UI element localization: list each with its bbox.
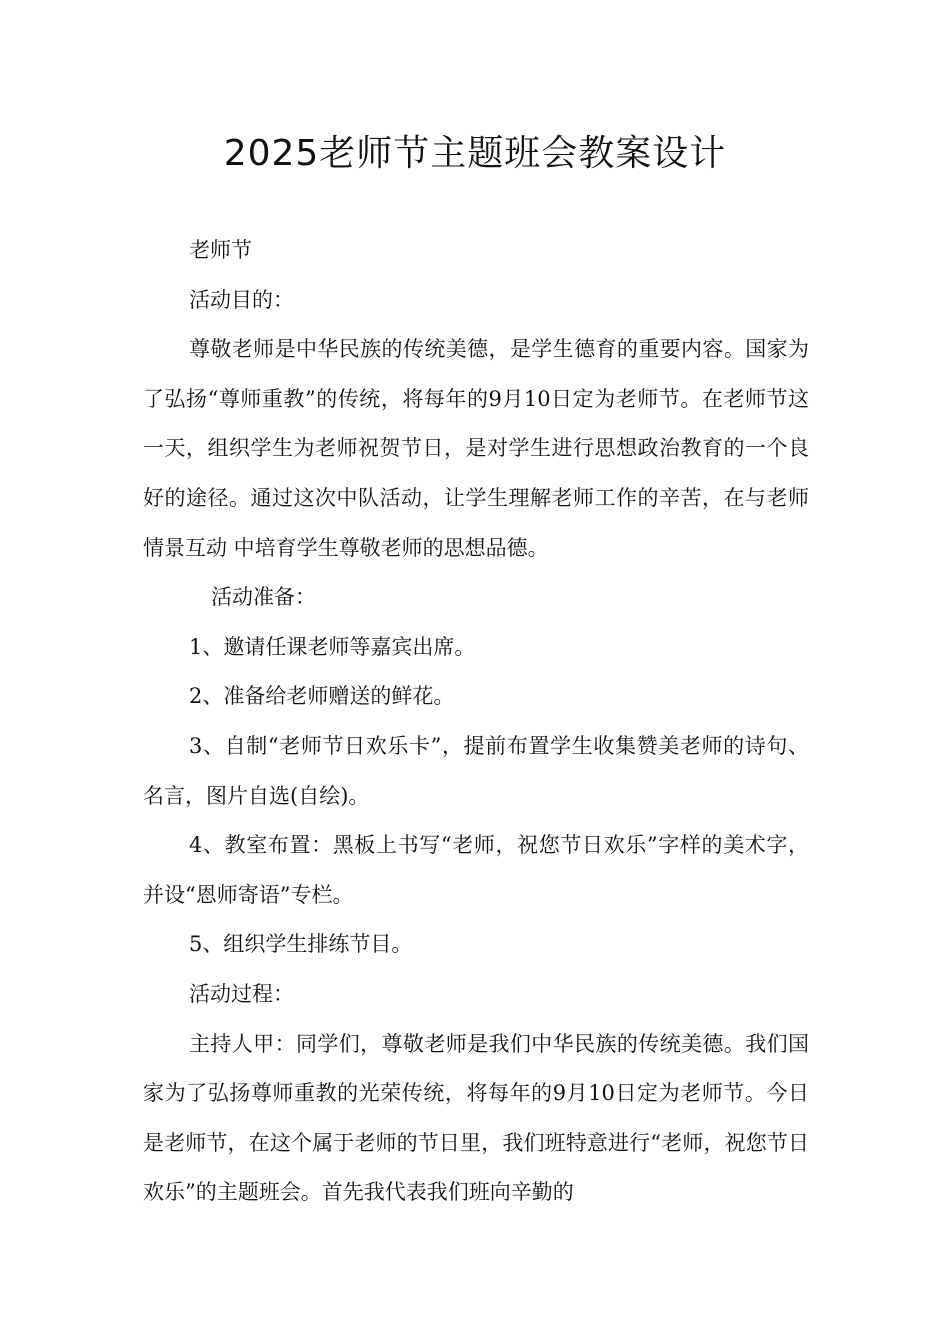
paragraph-preparation-item-2: 2、准备给老师赠送的鲜花。 xyxy=(189,684,455,709)
paragraph-host-a-speech: 主持人甲：同学们，尊敬老师是我们中华民族的传统美德。我们国家为了弘扬尊师重教的光荣传统，将每年的9月10日定为老师节。今日是老师节，在这个属于老师的节日里，我们班特意进行“老师，祝您节日欢乐”的主题班会。首先我代表我们班向辛勤的 xyxy=(143,1031,809,1205)
paragraph-preparation-item-4: 4、教室布置：黑板上书写“老师，祝您节日欢乐”字样的美术字，并设“恩师寄语”专栏。 xyxy=(143,833,809,907)
paragraph-activity-process-heading: 活动过程： xyxy=(189,981,294,1006)
paragraph-activity-preparation-heading: 活动准备： xyxy=(211,585,316,610)
paragraph-activity-purpose-heading: 活动目的： xyxy=(189,287,294,312)
paragraph-heading-teachers-day: 老师节 xyxy=(189,238,252,262)
paragraph-activity-purpose: 尊敬老师是中华民族的传统美德，是学生德育的重要内容。国家为了弘扬“尊师重教”的传统，将每年的9月10日定为老师节。在老师节这一天，组织学生为老师祝贺节日，是对学生进行思想政治教育的一个良好的途径。通过这次中队活动，让学生理解老师工作的辛苦，在与老师情景互动 中培育学生尊敬老师的思想品德。 xyxy=(143,337,809,560)
document-body xyxy=(143,226,809,1218)
paragraph-preparation-item-3: 3、自制“老师节日欢乐卡”，提前布置学生收集赞美老师的诗句、名言，图片自选(自绘)。 xyxy=(143,733,809,808)
paragraph-preparation-item-5: 5、组织学生排练节目。 xyxy=(189,932,413,957)
paragraph-preparation-item-1: 1、邀请任课老师等嘉宾出席。 xyxy=(189,634,476,659)
document-title: 2025老师节主题班会教案设计 xyxy=(223,133,727,174)
